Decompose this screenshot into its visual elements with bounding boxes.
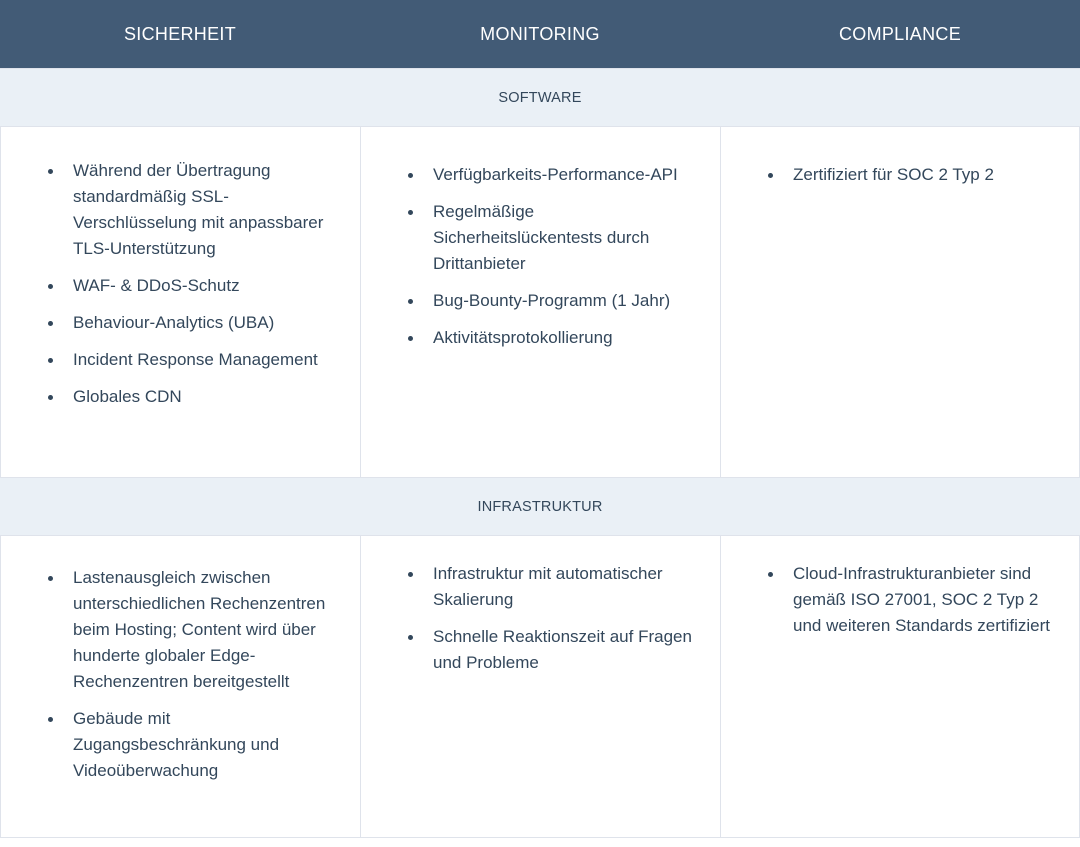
list-item: Schnelle Reaktionszeit auf Fragen und Probleme — [397, 624, 700, 676]
infrastruktur-compliance-cell — [720, 536, 1080, 837]
list-item: Gebäude mit Zugangsbeschränkung und Videoüberwachung — [37, 706, 340, 784]
list-item: Behaviour-Analytics (UBA) — [37, 310, 340, 336]
section-header-software: SOFTWARE — [0, 68, 1080, 127]
list-item: Während der Übertragung standardmäßig SSL-Verschlüsselung mit anpassbarer TLS-Unterstützung — [37, 158, 340, 262]
list-item: Zertifiziert für SOC 2 Typ 2 — [757, 162, 1059, 188]
table-header-row — [0, 0, 1080, 68]
list-item: Globales CDN — [37, 384, 340, 410]
section-header-infrastruktur: INFRASTRUKTUR — [0, 477, 1080, 536]
feature-list — [397, 162, 700, 351]
table-bottom-border — [0, 837, 1080, 838]
software-sicherheit-cell — [0, 127, 360, 477]
column-header-monitoring: MONITORING — [480, 23, 600, 44]
list-item: Infrastruktur mit automatischer Skalierung — [397, 561, 700, 613]
infrastruktur-row — [0, 536, 1080, 837]
software-monitoring-cell — [360, 127, 720, 477]
list-item: Incident Response Management — [37, 347, 340, 373]
software-row — [0, 127, 1080, 477]
infrastruktur-sicherheit-cell — [0, 536, 360, 837]
feature-list — [757, 162, 1059, 188]
feature-list — [757, 561, 1059, 639]
list-item: Bug-Bounty-Programm (1 Jahr) — [397, 288, 700, 314]
feature-list — [37, 565, 340, 784]
list-item: Aktivitätsprotokollierung — [397, 325, 700, 351]
list-item: Regelmäßige Sicherheitslückentests durch Drittanbieter — [397, 199, 700, 277]
feature-list — [37, 158, 340, 410]
infrastruktur-monitoring-cell — [360, 536, 720, 837]
software-compliance-cell — [720, 127, 1080, 477]
column-header-compliance: COMPLIANCE — [838, 23, 962, 44]
list-item: WAF- & DDoS-Schutz — [37, 273, 340, 299]
list-item: Cloud-Infrastrukturanbieter sind gemäß ISO 27001, SOC 2 Typ 2 und weiteren Standards zertifiziert — [757, 561, 1059, 639]
list-item: Lastenausgleich zwischen unterschiedlichen Rechenzentren beim Hosting; Content wird über hunderte globaler Edge-Rechenzentren bereitgestellt — [37, 565, 340, 695]
list-item: Verfügbarkeits-Performance-API — [397, 162, 700, 188]
column-header-sicherheit: SICHERHEIT — [123, 23, 236, 44]
feature-list — [397, 561, 700, 676]
